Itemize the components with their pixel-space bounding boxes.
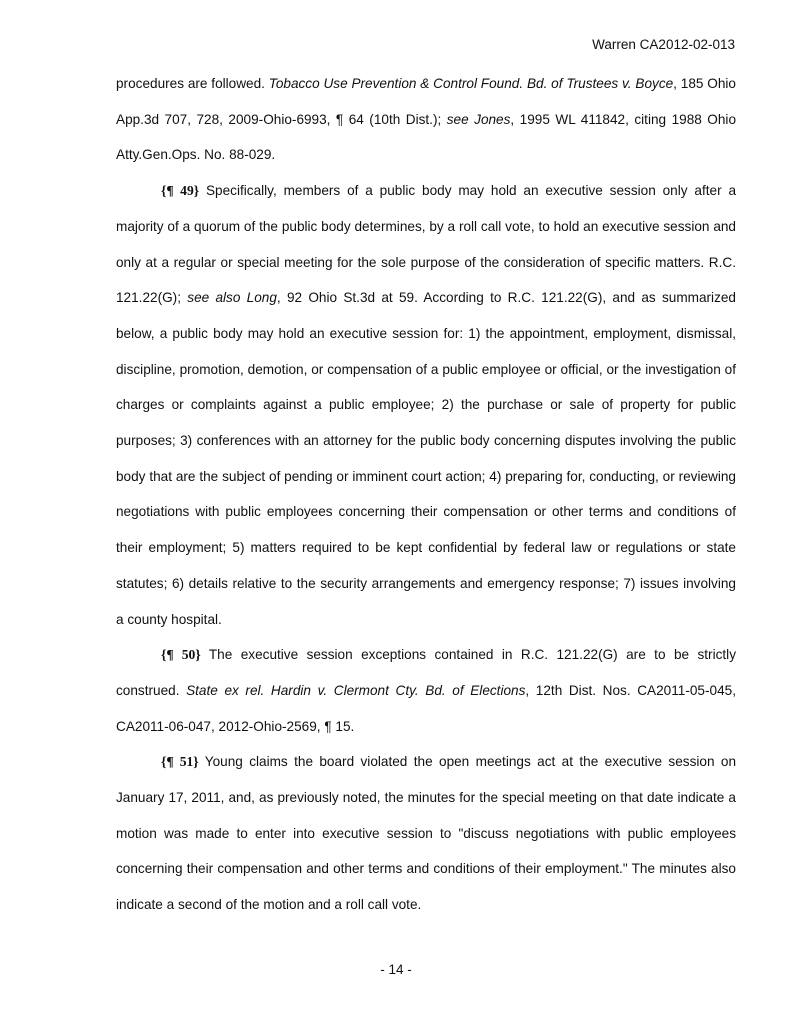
paragraph-text: procedures are followed. <box>116 76 269 91</box>
citation-italic: Tobacco Use Prevention & Control Found. Bd. of Trustees v. Boyce <box>268 76 674 91</box>
paragraph-number: {¶ 51} <box>161 754 199 770</box>
paragraph-text: , 92 Ohio St.3d at 59. According to R.C. 121.22(G), and as summarized below, a public body may hold an executive session for: 1) the appointment, employment, dismissal, discipline, promotion, demotion, or compensation of a public employee or official, or the investigation of charges or complaints against a public employee; 2) the purchase or sale of property for public purposes; 3) conferences with an attorney for the public body concerning disputes involving the public body that are the subject of pending or imminent court action; 4) preparing for, conducting, or reviewing negotiations with public employees concerning their compensation or other terms and conditions of their employment; 5) matters required to be kept confidential by federal law or regulations or state statutes; 6) details relative to the security arrangements and emergency response; 7) issues involving a county hospital. <box>116 290 736 627</box>
citation-italic: see also Long <box>187 290 277 306</box>
paragraph-text: The executive session exceptions contained in R.C. 121.22(G) are to be strictly construed. <box>116 647 736 698</box>
case-number-header: Warren CA2012-02-013 <box>592 37 735 52</box>
paragraph <box>116 637 736 744</box>
citation-italic: see Jones <box>446 111 511 127</box>
paragraph-text: Young claims the board violated the open meetings act at the executive session on January 17, 2011, and, as previously noted, the minutes for the special meeting on that date indicate a motion was made to enter into executive session to "discuss negotiations with public employees concerning their compensation and other terms and conditions of their employment." The minutes also indicate a second of the motion and a roll call vote. <box>116 754 737 913</box>
paragraph-text: , 185 Ohio App.3d 707, 728, 2009-Ohio-6993, ¶ 64 (10th Dist.); <box>116 76 736 127</box>
paragraph <box>116 66 736 173</box>
paragraph-text: , 1995 WL 411842, citing 1988 Ohio Atty.Gen.Ops. No. 88-029. <box>116 111 737 163</box>
paragraph-number: {¶ 49} <box>161 183 200 199</box>
page-number: - 14 - <box>380 962 412 977</box>
paragraph-number: {¶ 50} <box>161 647 201 663</box>
paragraph-text: , 12th Dist. Nos. CA2011-05-045, CA2011-06-047, 2012-Ohio-2569, ¶ 15. <box>116 682 736 734</box>
paragraph-text: Specifically, members of a public body may hold an executive session only after a majority of a quorum of the public body determines, by a roll call vote, to hold an executive session and only at a regular or special meeting for the sole purpose of the consideration of specific matters. R.C. 121.22(G); <box>116 183 737 306</box>
paragraph <box>116 744 736 923</box>
opinion-body-text <box>116 66 736 923</box>
paragraph <box>116 173 736 637</box>
citation-italic: State ex rel. Hardin v. Clermont Cty. Bd. of Elections <box>186 682 526 698</box>
